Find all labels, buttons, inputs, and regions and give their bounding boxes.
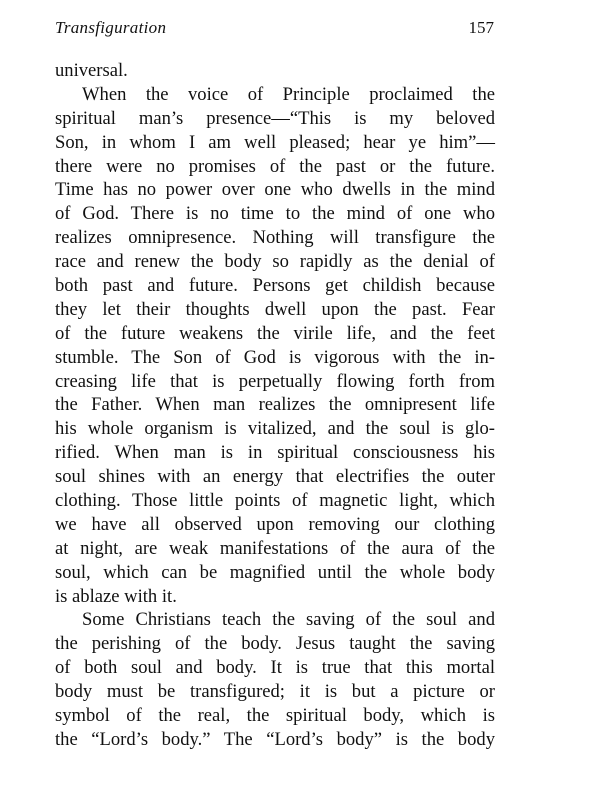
text-line: creasing life that is perpetually flowing forth from (55, 370, 495, 392)
text-line: the perishing of the body. Jesus taught the saving (55, 633, 495, 655)
text-line: race and renew the body so rapidly as the denial of (55, 251, 495, 273)
text-line: of God. There is no time to the mind of one who (55, 203, 495, 225)
running-head (55, 18, 494, 40)
text-line: at night, are weak manifestations of the aura of the (55, 537, 495, 559)
text-line: the Father. When man realizes the omnipresent life (55, 394, 495, 416)
text-line: they let their thoughts dwell upon the past. Fear (55, 298, 495, 320)
text-line: When the voice of Principle proclaimed the (82, 83, 495, 105)
text-line: Some Christians teach the saving of the soul and (82, 609, 495, 631)
chapter-title: Transfiguration (55, 18, 167, 37)
text-line: stumble. The Son of God is vigorous with the in- (55, 346, 495, 368)
text-line: both past and future. Persons get childish because (55, 275, 495, 297)
text-line: there were no promises of the past or the future. (55, 155, 495, 177)
text-line: soul, which can be magnified until the whole body (55, 561, 495, 583)
text-line: soul shines with an energy that electrifies the outer (55, 466, 495, 488)
text-line: Son, in whom I am well pleased; hear ye him”— (55, 131, 495, 153)
text-line: body must be transfigured; it is but a picture or (55, 681, 495, 703)
text-line: his whole organism is vitalized, and the soul is glo- (55, 418, 495, 440)
text-line: is ablaze with it. (55, 585, 177, 607)
text-line: of both soul and body. It is true that this mortal (55, 657, 495, 679)
body-text (55, 59, 495, 752)
text-line: the “Lord’s body.” The “Lord’s body” is the body (55, 728, 495, 750)
text-line: rified. When man is in spiritual consciousness his (55, 442, 495, 464)
text-line: we have all observed upon removing our clothing (55, 513, 495, 535)
text-line: universal. (55, 60, 128, 81)
text-line: symbol of the real, the spiritual body, which is (55, 705, 495, 727)
text-line: of the future weakens the virile life, and the feet (55, 322, 495, 344)
page-number: 157 (468, 18, 494, 37)
text-line: spiritual man’s presence—“This is my beloved (55, 107, 495, 129)
text-line: realizes omnipresence. Nothing will transfigure the (55, 227, 495, 249)
text-line: Time has no power over one who dwells in the mind (55, 179, 495, 201)
text-line: clothing. Those little points of magnetic light, which (55, 490, 495, 512)
